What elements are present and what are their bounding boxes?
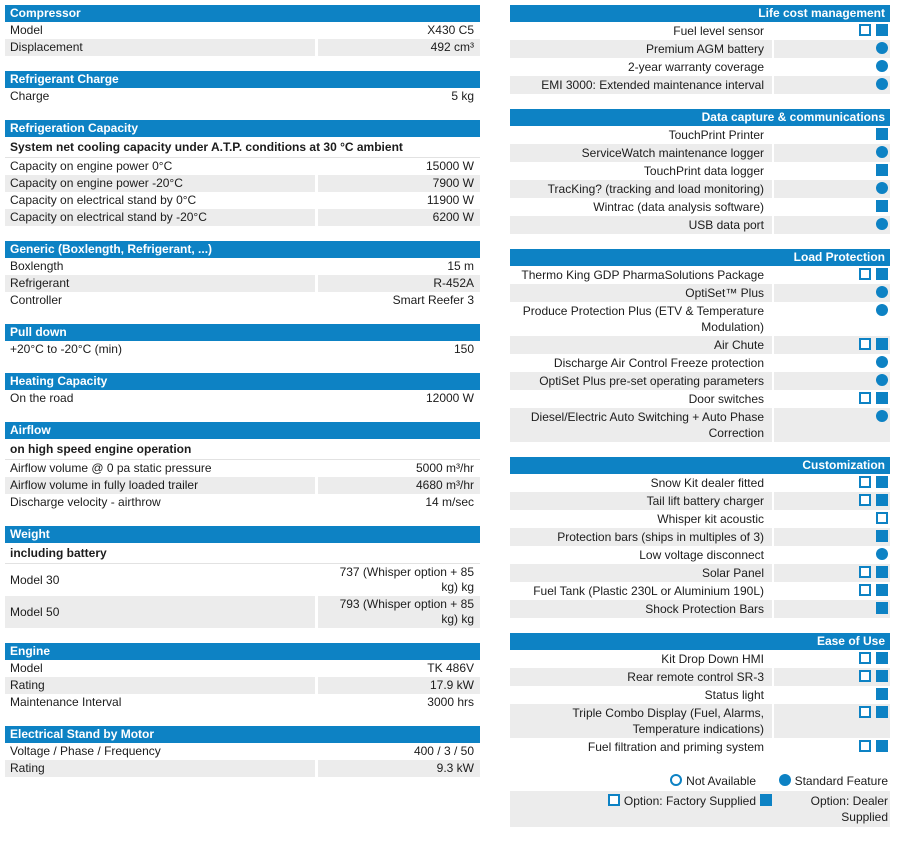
spec-row xyxy=(5,292,480,309)
dealer-option-icon xyxy=(876,494,888,506)
spec-label: Capacity on electrical stand by -20°C xyxy=(10,210,207,224)
spec-table xyxy=(5,373,480,407)
feature-table xyxy=(510,109,890,234)
feature-row xyxy=(510,408,890,442)
feature-availability-marks xyxy=(772,58,890,76)
feature-availability-marks xyxy=(772,668,890,686)
spec-table xyxy=(5,71,480,105)
spec-value: 17.9 kW xyxy=(315,677,480,694)
spec-label: Capacity on engine power -20°C xyxy=(10,176,183,190)
spec-value: 6200 W xyxy=(315,209,480,226)
standard-feature-icon xyxy=(876,78,888,90)
feature-row xyxy=(510,492,890,510)
feature-row xyxy=(510,284,890,302)
legend xyxy=(510,771,890,827)
legend-item xyxy=(510,771,758,791)
spec-value: 9.3 kW xyxy=(315,760,480,777)
left-column xyxy=(5,5,480,842)
spec-row xyxy=(5,175,480,192)
feature-row xyxy=(510,76,890,94)
feature-row xyxy=(510,704,890,738)
table-header: Life cost management xyxy=(510,5,890,22)
spec-table xyxy=(5,324,480,358)
spec-value: 150 xyxy=(315,341,480,358)
factory-option-icon xyxy=(859,494,871,506)
standard-feature-icon xyxy=(876,42,888,54)
spec-row xyxy=(5,460,480,477)
spec-value: 15000 W xyxy=(315,158,480,175)
feature-availability-marks xyxy=(772,474,890,492)
standard-feature-icon xyxy=(876,182,888,194)
feature-row xyxy=(510,738,890,756)
table-header: Pull down xyxy=(5,324,480,341)
feature-row xyxy=(510,528,890,546)
feature-availability-marks xyxy=(772,76,890,94)
spec-label: Model 50 xyxy=(10,604,60,619)
table-header: Data capture & communications xyxy=(510,109,890,126)
legend-row xyxy=(510,791,890,827)
feature-label: Fuel level sensor xyxy=(673,24,764,38)
table-header: Generic (Boxlength, Refrigerant, ...) xyxy=(5,241,480,258)
table-header: Load Protection xyxy=(510,249,890,266)
spec-value: TK 486V xyxy=(315,660,480,677)
feature-table xyxy=(510,633,890,756)
table-header: Customization xyxy=(510,457,890,474)
feature-table xyxy=(510,457,890,618)
factory-option-icon xyxy=(859,652,871,664)
spec-row xyxy=(5,192,480,209)
spec-label: +20°C to -20°C (min) xyxy=(10,342,122,356)
spec-value: 400 / 3 / 50 xyxy=(315,743,480,760)
table-header: Heating Capacity xyxy=(5,373,480,390)
feature-label: TouchPrint data logger xyxy=(643,164,764,178)
legend-item xyxy=(510,791,758,811)
feature-row xyxy=(510,510,890,528)
dealer-option-icon xyxy=(876,670,888,682)
dealer-option-icon xyxy=(876,706,888,718)
feature-availability-marks xyxy=(772,600,890,618)
legend-label: Option: Factory Supplied xyxy=(623,794,756,808)
spec-label: Displacement xyxy=(10,40,83,54)
spec-row xyxy=(5,564,480,596)
feature-row xyxy=(510,336,890,354)
factory-option-icon xyxy=(859,670,871,682)
dealer-option-icon xyxy=(876,164,888,176)
feature-label: Discharge Air Control Freeze protection xyxy=(553,356,764,370)
feature-availability-marks xyxy=(772,582,890,600)
spec-label: Capacity on engine power 0°C xyxy=(10,159,173,173)
spec-value: R-452A xyxy=(315,275,480,292)
spec-label: On the road xyxy=(10,391,74,405)
spec-value: 4680 m³/hr xyxy=(315,477,480,494)
feature-availability-marks xyxy=(772,144,890,162)
feature-row xyxy=(510,582,890,600)
feature-label: Door switches xyxy=(688,392,764,406)
standard-feature-icon xyxy=(876,304,888,316)
table-header: Airflow xyxy=(5,422,480,439)
feature-row xyxy=(510,22,890,40)
spec-label: Refrigerant xyxy=(10,276,70,290)
feature-row xyxy=(510,372,890,390)
feature-label: ServiceWatch maintenance logger xyxy=(581,146,764,160)
standard-feature-icon xyxy=(876,548,888,560)
feature-availability-marks xyxy=(772,738,890,756)
legend-item xyxy=(758,771,890,791)
spec-table xyxy=(5,5,480,56)
standard-feature-icon xyxy=(779,774,791,786)
feature-label: Kit Drop Down HMI xyxy=(661,652,764,666)
legend-row xyxy=(510,771,890,791)
table-header: Refrigerant Charge xyxy=(5,71,480,88)
feature-label: Solar Panel xyxy=(701,566,764,580)
feature-row xyxy=(510,266,890,284)
feature-label: OptiSet™ Plus xyxy=(685,286,764,300)
dealer-option-icon xyxy=(760,794,772,806)
feature-row xyxy=(510,126,890,144)
feature-availability-marks xyxy=(772,126,890,144)
spec-row xyxy=(5,494,480,511)
dealer-option-icon xyxy=(876,476,888,488)
feature-availability-marks xyxy=(772,704,890,738)
standard-feature-icon xyxy=(876,356,888,368)
feature-table xyxy=(510,249,890,442)
spec-value: 492 cm³ xyxy=(315,39,480,56)
not-available-icon xyxy=(670,774,682,786)
feature-availability-marks xyxy=(772,390,890,408)
feature-label: Thermo King GDP PharmaSolutions Package xyxy=(521,268,764,282)
spec-table xyxy=(5,422,480,511)
dealer-option-icon xyxy=(876,338,888,350)
right-column xyxy=(510,5,890,842)
spec-value: 14 m/sec xyxy=(315,494,480,511)
feature-availability-marks xyxy=(772,266,890,284)
spec-row xyxy=(5,88,480,105)
spec-label: Capacity on electrical stand by 0°C xyxy=(10,193,197,207)
spec-label: Rating xyxy=(10,761,45,775)
dealer-option-icon xyxy=(876,200,888,212)
feature-availability-marks xyxy=(772,564,890,582)
feature-availability-marks xyxy=(772,372,890,390)
feature-availability-marks xyxy=(772,686,890,704)
spec-value: 15 m xyxy=(315,258,480,275)
feature-row xyxy=(510,390,890,408)
feature-label: Low voltage disconnect xyxy=(639,548,764,562)
feature-row xyxy=(510,668,890,686)
feature-row xyxy=(510,58,890,76)
factory-option-icon xyxy=(859,268,871,280)
feature-availability-marks xyxy=(772,336,890,354)
feature-label: Snow Kit dealer fitted xyxy=(650,476,764,490)
table-header: Engine xyxy=(5,643,480,660)
spec-value: 3000 hrs xyxy=(315,694,480,711)
feature-row xyxy=(510,564,890,582)
feature-availability-marks xyxy=(772,650,890,668)
spec-row xyxy=(5,341,480,358)
standard-feature-icon xyxy=(876,146,888,158)
spec-row xyxy=(5,275,480,292)
feature-availability-marks xyxy=(772,22,890,40)
feature-row xyxy=(510,686,890,704)
feature-row xyxy=(510,650,890,668)
factory-option-icon xyxy=(859,24,871,36)
feature-label: Tail lift battery charger xyxy=(646,494,764,508)
feature-table xyxy=(510,5,890,94)
feature-label: Air Chute xyxy=(713,338,764,352)
feature-label: TracKing? (tracking and load monitoring) xyxy=(547,182,764,196)
spec-label: Airflow volume @ 0 pa static pressure xyxy=(10,461,212,475)
spec-table xyxy=(5,241,480,309)
spec-row xyxy=(5,760,480,777)
table-header: Compressor xyxy=(5,5,480,22)
table-header: Refrigeration Capacity xyxy=(5,120,480,137)
feature-label: Produce Protection Plus (ETV & Temperature Modulation) xyxy=(522,304,764,334)
feature-availability-marks xyxy=(772,284,890,302)
factory-option-icon xyxy=(859,706,871,718)
spec-row xyxy=(5,477,480,494)
dealer-option-icon xyxy=(876,602,888,614)
spec-row xyxy=(5,743,480,760)
feature-row xyxy=(510,600,890,618)
spec-row xyxy=(5,694,480,711)
spec-row xyxy=(5,158,480,175)
dealer-option-icon xyxy=(876,24,888,36)
spec-label: Model xyxy=(10,661,43,675)
spec-value: 5 kg xyxy=(315,88,480,105)
table-header: Ease of Use xyxy=(510,633,890,650)
dealer-option-icon xyxy=(876,128,888,140)
spec-label: Rating xyxy=(10,678,45,692)
dealer-option-icon xyxy=(876,268,888,280)
feature-label: EMI 3000: Extended maintenance interval xyxy=(541,78,764,92)
spec-value: 12000 W xyxy=(315,390,480,407)
feature-row xyxy=(510,216,890,234)
feature-label: TouchPrint Printer xyxy=(668,128,764,142)
factory-option-icon xyxy=(876,512,888,524)
spec-row xyxy=(5,390,480,407)
spec-row xyxy=(5,677,480,694)
spec-value: 737 (Whisper option + 85 kg) kg xyxy=(315,564,480,596)
feature-availability-marks xyxy=(772,528,890,546)
spec-row xyxy=(5,258,480,275)
feature-label: USB data port xyxy=(688,218,764,232)
feature-availability-marks xyxy=(772,216,890,234)
feature-label: Fuel Tank (Plastic 230L or Aluminium 190L) xyxy=(533,584,764,598)
feature-row xyxy=(510,474,890,492)
feature-label: Diesel/Electric Auto Switching + Auto Phase Correction xyxy=(530,410,764,440)
feature-label: Status light xyxy=(704,688,764,702)
table-subtitle: on high speed engine operation xyxy=(5,439,480,460)
dealer-option-icon xyxy=(876,652,888,664)
legend-label: Option: Dealer Supplied xyxy=(810,794,888,824)
feature-label: Rear remote control SR-3 xyxy=(627,670,764,684)
legend-label: Not Available xyxy=(686,774,756,788)
feature-availability-marks xyxy=(772,510,890,528)
spec-table xyxy=(5,120,480,226)
spec-row xyxy=(5,209,480,226)
spec-row xyxy=(5,660,480,677)
spec-table xyxy=(5,643,480,711)
spec-label: Boxlength xyxy=(10,259,64,273)
dealer-option-icon xyxy=(876,566,888,578)
spec-label: Maintenance Interval xyxy=(10,695,122,709)
spec-label: Controller xyxy=(10,293,63,307)
spec-row xyxy=(5,22,480,39)
factory-option-icon xyxy=(859,392,871,404)
feature-availability-marks xyxy=(772,408,890,442)
feature-label: OptiSet Plus pre-set operating parameters xyxy=(539,374,764,388)
factory-option-icon xyxy=(608,794,620,806)
standard-feature-icon xyxy=(876,286,888,298)
spec-value: Smart Reefer 3 xyxy=(315,292,480,309)
feature-label: Triple Combo Display (Fuel, Alarms, Temperature indications) xyxy=(572,706,764,736)
spec-label: Charge xyxy=(10,89,50,103)
spec-row xyxy=(5,39,480,56)
factory-option-icon xyxy=(859,338,871,350)
table-subtitle: including battery xyxy=(5,543,480,564)
spec-value: 7900 W xyxy=(315,175,480,192)
standard-feature-icon xyxy=(876,374,888,386)
feature-row xyxy=(510,162,890,180)
spec-table xyxy=(5,526,480,628)
table-header: Weight xyxy=(5,526,480,543)
spec-label: Model 30 xyxy=(10,572,60,587)
factory-option-icon xyxy=(859,566,871,578)
table-subtitle: System net cooling capacity under A.T.P. conditions at 30 °C ambient xyxy=(5,137,480,158)
feature-label: Fuel filtration and priming system xyxy=(587,740,764,754)
factory-option-icon xyxy=(859,740,871,752)
spec-value: 793 (Whisper option + 85 kg) kg xyxy=(315,596,480,628)
spec-label: Model xyxy=(10,23,43,37)
feature-availability-marks xyxy=(772,354,890,372)
dealer-option-icon xyxy=(876,584,888,596)
legend-label: Standard Feature xyxy=(794,774,888,788)
feature-label: Shock Protection Bars xyxy=(645,602,764,616)
standard-feature-icon xyxy=(876,60,888,72)
dealer-option-icon xyxy=(876,392,888,404)
feature-availability-marks xyxy=(772,546,890,564)
spec-label: Voltage / Phase / Frequency xyxy=(10,744,161,758)
feature-label: Wintrac (data analysis software) xyxy=(593,200,764,214)
feature-row xyxy=(510,546,890,564)
feature-availability-marks xyxy=(772,302,890,336)
dealer-option-icon xyxy=(876,740,888,752)
feature-availability-marks xyxy=(772,180,890,198)
spec-table xyxy=(5,726,480,777)
feature-label: Protection bars (ships in multiples of 3) xyxy=(557,530,764,544)
feature-label: 2-year warranty coverage xyxy=(627,60,764,74)
dealer-option-icon xyxy=(876,688,888,700)
feature-availability-marks xyxy=(772,198,890,216)
spec-value: X430 C5 xyxy=(315,22,480,39)
standard-feature-icon xyxy=(876,410,888,422)
feature-row xyxy=(510,180,890,198)
legend-item xyxy=(758,791,890,827)
factory-option-icon xyxy=(859,476,871,488)
spec-value: 5000 m³/hr xyxy=(315,460,480,477)
spec-row xyxy=(5,596,480,628)
standard-feature-icon xyxy=(876,218,888,230)
feature-label: Premium AGM battery xyxy=(645,42,764,56)
feature-row xyxy=(510,354,890,372)
feature-availability-marks xyxy=(772,40,890,58)
feature-availability-marks xyxy=(772,492,890,510)
factory-option-icon xyxy=(859,584,871,596)
feature-label: Whisper kit acoustic xyxy=(657,512,764,526)
spec-value: 11900 W xyxy=(315,192,480,209)
spec-label: Discharge velocity - airthrow xyxy=(10,495,161,509)
dealer-option-icon xyxy=(876,530,888,542)
feature-row xyxy=(510,302,890,336)
feature-row xyxy=(510,40,890,58)
table-header: Electrical Stand by Motor xyxy=(5,726,480,743)
feature-availability-marks xyxy=(772,162,890,180)
feature-row xyxy=(510,144,890,162)
feature-row xyxy=(510,198,890,216)
spec-label: Airflow volume in fully loaded trailer xyxy=(10,478,199,492)
